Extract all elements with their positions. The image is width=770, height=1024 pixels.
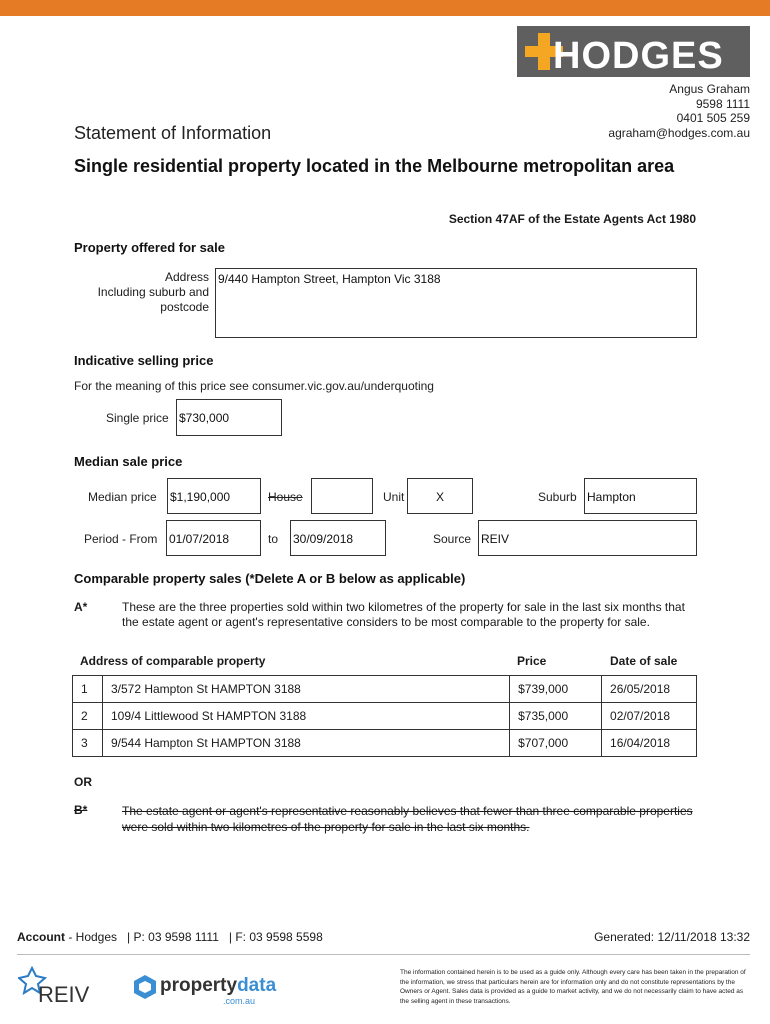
comparable-heading: Comparable property sales (*Delete A or B below as applicable) [74,571,466,586]
propertydata-logo [133,970,277,1010]
reiv-wordmark: REIV [38,982,90,1007]
or-separator: OR [74,775,92,789]
row-price: $707,000 [510,730,602,757]
option-a-text: These are the three properties sold within two kilometres of the property for sale in the last six months that the estate agent or agent's representative considers to be most comparable to the property for sale. [122,600,685,629]
row-address: 9/544 Hampton St HAMPTON 3188 [102,730,509,757]
row-date: 02/07/2018 [602,703,697,730]
svg-text:HODGES: HODGES [553,35,724,77]
unit-field[interactable]: X [407,478,473,514]
address-label-line: Including suburb and [97,285,209,299]
generated-timestamp: Generated: 12/11/2018 13:32 [594,930,750,944]
house-field[interactable] [311,478,373,514]
option-b-text: The estate agent or agent's representative reasonably believes that fewer than three comparable properties were sold within two kilometres of the property for sale in the last six months. [122,804,693,834]
address-label-line: postcode [160,300,209,314]
propertydata-accent: data [237,975,277,996]
footer-divider [17,954,750,955]
row-address: 3/572 Hampton St HAMPTON 3188 [102,676,509,703]
period-to-field[interactable]: 30/09/2018 [290,520,386,556]
source-field[interactable]: REIV [478,520,697,556]
hodges-logo [517,26,750,77]
address-field[interactable]: 9/440 Hampton Street, Hampton Vic 3188 [215,268,697,338]
row-price: $739,000 [510,676,602,703]
single-price-field[interactable]: $730,000 [176,399,282,436]
table-row [73,676,697,703]
statement-heading: Statement of Information [74,123,272,143]
agent-email[interactable]: agraham@hodges.com.au [608,125,750,140]
row-date: 26/05/2018 [602,676,697,703]
median-price-field[interactable]: $1,190,000 [167,478,261,514]
row-date: 16/04/2018 [602,730,697,757]
disclaimer: The information contained herein is to be used as a guide only. Although every care has been taken in the preparation of the information, we stress that particulars herein are for information only and do not constitute representations by the Owners or Agent. Sales data is provided as a guide to market activity, and we do not necessarily claim to have acted as the selling agent in these transactions. [400,969,746,1005]
col-price-header: Price [517,654,547,668]
unit-label: Unit [383,490,405,504]
agent-mobile: 0401 505 259 [676,111,750,126]
propertydata-main: property [160,975,238,996]
suburb-field[interactable]: Hampton [584,478,697,514]
row-number: 2 [73,703,103,730]
top-accent-bar [0,0,770,16]
page-title: Single residential property located in the Melbourne metropolitan area [74,156,675,176]
median-heading: Median sale price [74,454,183,469]
option-a-marker: A* [74,600,88,614]
address-label [74,270,209,315]
footer-account [17,930,323,944]
table-row [73,730,697,757]
option-b-marker: B* [74,803,88,817]
indicative-heading: Indicative selling price [74,353,214,368]
propertydata-domain: .com.au [223,996,256,1006]
row-number: 3 [73,730,103,757]
reiv-logo [18,966,98,1008]
agent-contact [608,82,750,140]
propertydata-hex-icon [133,974,157,1000]
period-from-label: Period - From [84,532,158,546]
property-heading: Property offered for sale [74,240,225,255]
account-details: - Hodges | P: 03 9598 1111 | F: 03 9598 5598 [65,930,323,944]
table-row [73,703,697,730]
address-label-line: Address [164,270,209,284]
single-price-label: Single price [106,411,169,425]
hodges-logo-mark [517,26,750,77]
source-label: Source [433,532,472,546]
agent-phone: 9598 1111 [695,96,750,111]
col-address-header: Address of comparable property [80,654,266,668]
comparable-table [72,675,697,757]
median-price-label: Median price [88,490,157,504]
underquoting-note: For the meaning of this price see consumer.vic.gov.au/underquoting [74,379,434,393]
row-number: 1 [73,676,103,703]
house-label: House [268,490,303,504]
suburb-label: Suburb [538,490,577,504]
row-address: 109/4 Littlewood St HAMPTON 3188 [102,703,509,730]
agent-name: Angus Graham [669,82,750,96]
account-label: Account [17,930,65,944]
row-price: $735,000 [510,703,602,730]
col-date-header: Date of sale [610,654,678,668]
section-act: Section 47AF of the Estate Agents Act 1980 [448,212,696,226]
period-to-label: to [268,532,279,546]
period-from-field[interactable]: 01/07/2018 [166,520,261,556]
propertydata-wordmark [160,975,276,997]
